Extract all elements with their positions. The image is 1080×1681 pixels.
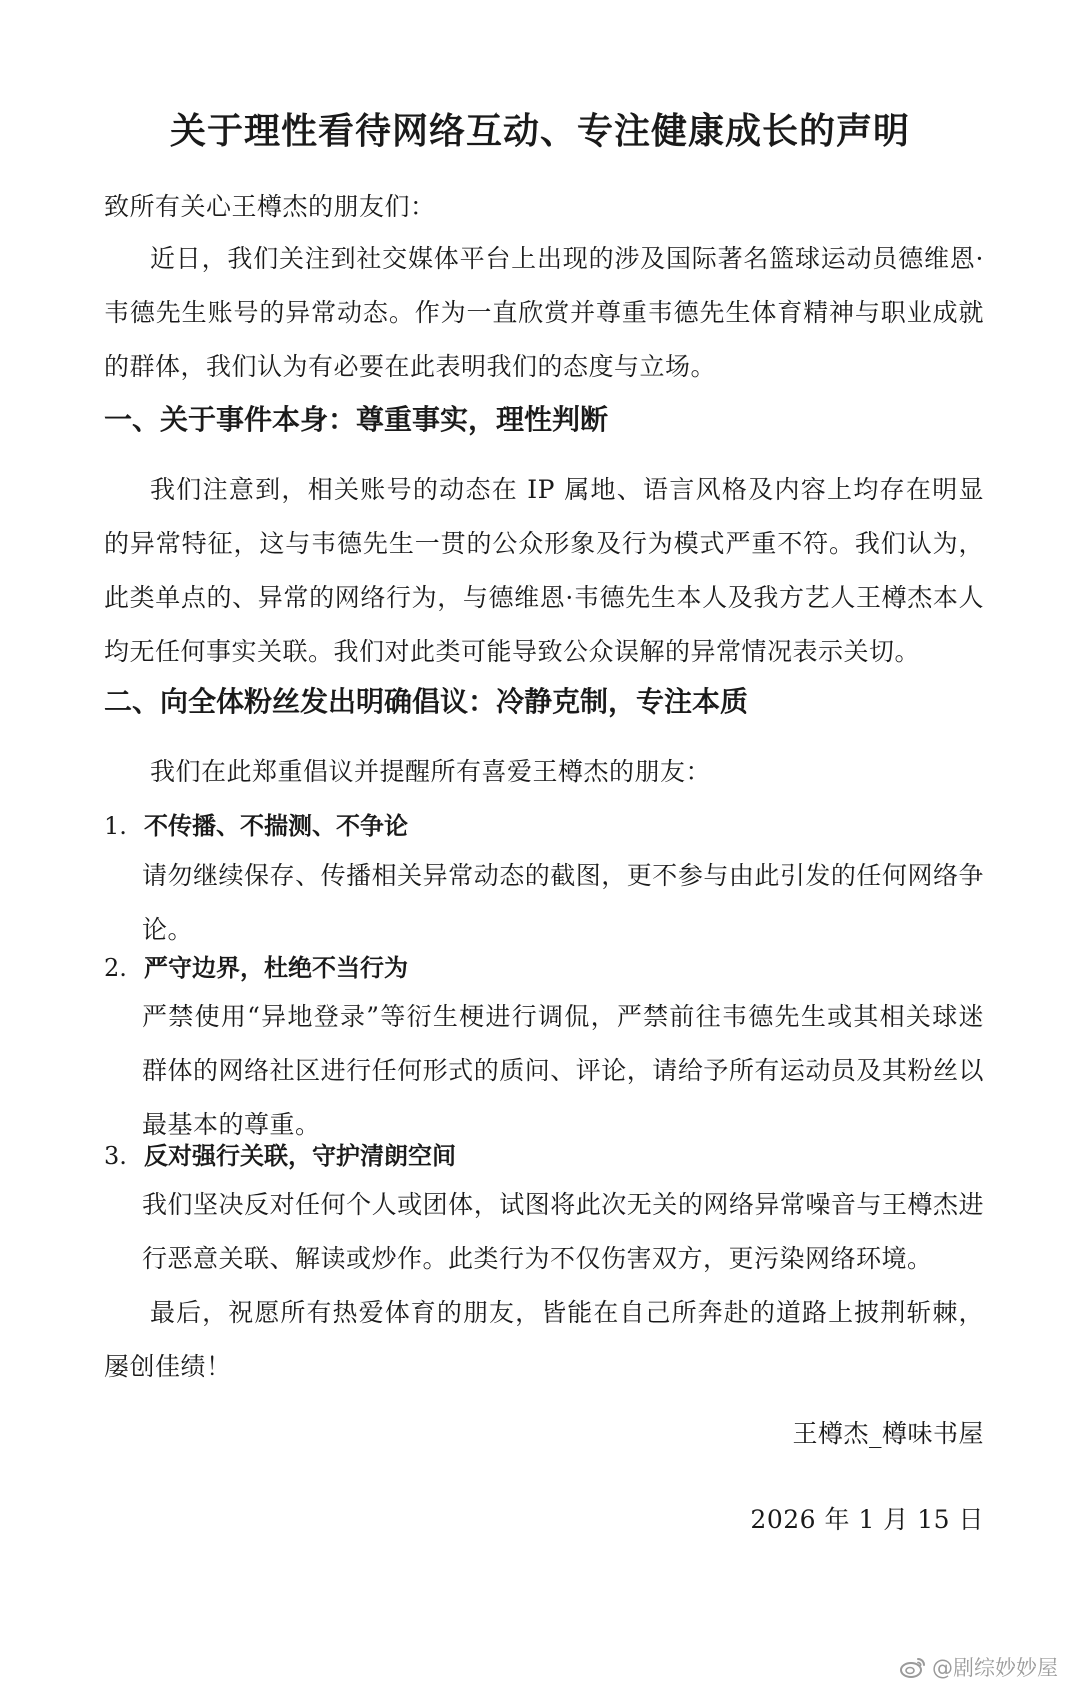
list-item-3-number: 3. — [104, 1142, 127, 1170]
list-item-3-body: 我们坚决反对任何个人或团体，试图将此次无关的网络异常噪音与王樽杰进行恶意关联、解读或炒作。此类行为不仅伤害双方，更污染网络环境。 — [142, 1190, 984, 1273]
date: 2026 年 1 月 15 日 — [750, 1505, 984, 1534]
document-title: 关于理性看待网络互动、专注健康成长的声明 — [169, 111, 910, 152]
list-item-1-body: 请勿继续保存、传播相关异常动态的截图，更不参与由此引发的任何网络争论。 — [142, 861, 984, 944]
list-item-1-number: 1. — [104, 812, 127, 840]
watermark-text: @剧综妙妙屋 — [932, 1656, 1058, 1680]
list-item-3-heading: 反对强行关联，守护清朗空间 — [144, 1142, 456, 1170]
section1-body: 我们注意到，相关账号的动态在 IP 属地、语言风格及内容上均存在明显的异常特征，这与韦德先生一贯的公众形象及行为模式严重不符。我们认为，此类单点的、异常的网络行为，与德维恩·韦德先生本人及我方艺人王樽杰本人均无任何事实关联。我们对此类可能导致公众误解的异常情况表示关切。 — [104, 475, 984, 666]
section2-lead: 我们在此郑重倡议并提醒所有喜爱王樽杰的朋友： — [150, 757, 712, 786]
section2-heading: 二、向全体粉丝发出明确倡议：冷静克制，专注本质 — [104, 685, 749, 718]
list-item-2-heading: 严守边界，杜绝不当行为 — [144, 954, 408, 982]
signature: 王樽杰_樽味书屋 — [792, 1419, 984, 1448]
list-item-3-title — [104, 1136, 984, 1176]
section1-heading: 一、关于事件本身：尊重事实，理性判断 — [104, 403, 609, 436]
closing-paragraph: 最后，祝愿所有热爱体育的朋友，皆能在自己所奔赴的道路上披荆斩棘，屡创佳绩！ — [104, 1298, 984, 1381]
weibo-icon — [900, 1656, 926, 1678]
list-item-2-body: 严禁使用“异地登录”等衍生梗进行调侃，严禁前往韦德先生或其相关球迷群体的网络社区进行任何形式的质问、评论，请给予所有运动员及其粉丝以最基本的尊重。 — [142, 1002, 984, 1139]
list-item-2-number: 2. — [104, 954, 127, 982]
watermark — [900, 1655, 1058, 1679]
list-item-1-title — [104, 806, 984, 846]
greeting: 致所有关心王樽杰的朋友们： — [104, 192, 436, 221]
intro-paragraph: 近日，我们关注到社交媒体平台上出现的涉及国际著名篮球运动员德维恩·韦德先生账号的异常动态。作为一直欣赏并尊重韦德先生体育精神与职业成就的群体，我们认为有必要在此表明我们的态度与立场。 — [104, 244, 984, 381]
list-item-2-title — [104, 948, 984, 988]
list-item-1-heading: 不传播、不揣测、不争论 — [144, 812, 408, 840]
